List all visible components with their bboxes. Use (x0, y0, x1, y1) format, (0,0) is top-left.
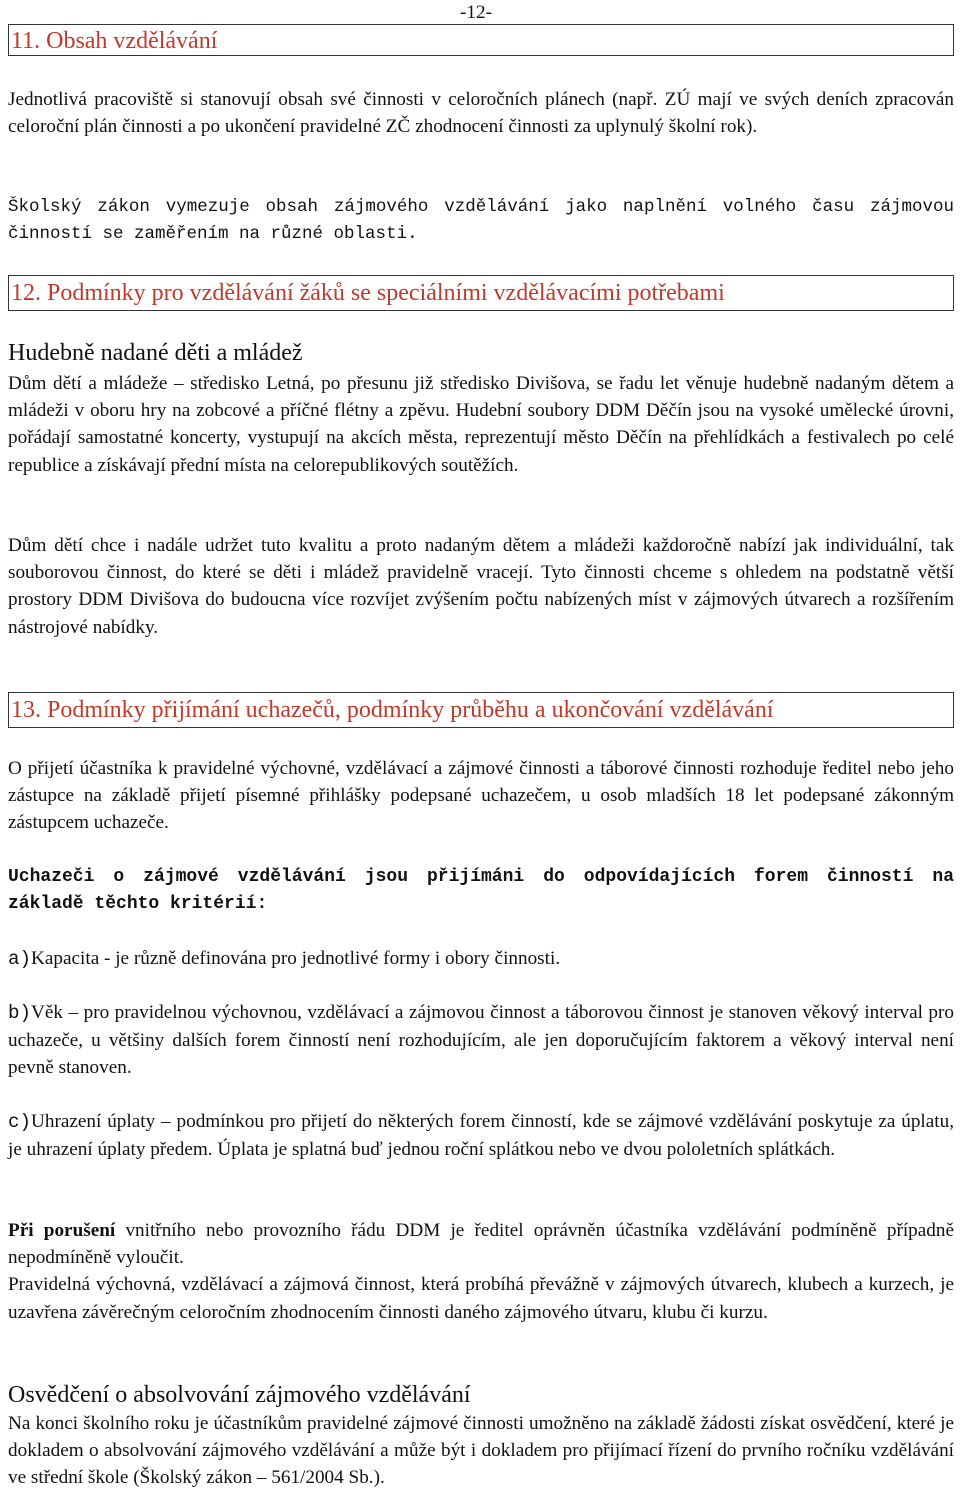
breach-block (8, 1217, 954, 1326)
section-13-admission (8, 755, 954, 837)
section-13-paragraph-1: O přijetí účastníka k pravidelné výchovné, vzdělávací a zájmové činnosti a táborové činnosti rozhoduje ředitel nebo jeho zástupce na základě přijetí písemné přihlášky podepsané uchazečem, u osob mladších 18 let podepsané zákonným zástupcem uchazeče. (8, 758, 954, 834)
section-12-paragraph-1: Dům dětí a mládeže – středisko Letná, po přesunu již středisko Divišova, se řadu let věnuje hudebně nadaným dětem a mládeži v oboru hry na zobcové a příčné flétny a zpěvu. Hudební soubory DDM Děčín jsou na vysoké umělecké úrovni, pořádají samostatné koncerty, vystupují na akcích města, reprezentují město Děčín na přehlídkách a festivalech po celé republice a získávají přední místa na celorepublikových soutěžích. (8, 373, 954, 476)
criterion-b-label: b) (8, 1002, 32, 1024)
section-11-content-2 (8, 194, 954, 248)
section-12-content (8, 338, 954, 479)
criterion-a-label: a) (8, 948, 32, 970)
section-12-heading: 12. Podmínky pro vzdělávání žáků se speciálními vzdělávacími potřebami (8, 275, 954, 311)
criterion-b (8, 999, 954, 1082)
breach-text: vnitřního nebo provozního řádu DDM je ředitel oprávněn účastníka vzdělávání podmíněně případně nepodmíněně vyloučit. (8, 1220, 954, 1269)
criterion-c-text: Uhrazení úplaty – podmínkou pro přijetí do některých forem činností, kde se zájmové vzdělávání poskytuje za úplatu, je uhrazení úplaty předem. Úplata je splatná buď jednou roční splátkou nebo ve dvou pololetních splátkách. (8, 1111, 954, 1161)
criterion-a (8, 945, 954, 973)
criterion-a-text: Kapacita - je různě definována pro jednotlivé formy i obory činnosti. (31, 948, 561, 969)
criterion-b-text: Věk – pro pravidelnou výchovnou, vzdělávací a zájmovou činnost a táborovou činnost je stanoven věkový interval pro uchazeče, u většiny dalších forem činností není rozhodujícím, ale jen doporučujícím faktorem a věkový interval není pevně stanoven. (8, 1002, 954, 1079)
section-12-content-2 (8, 532, 954, 641)
criterion-c-label: c) (8, 1111, 32, 1133)
section-12-subtitle: Hudebně nadané děti a mládež (8, 340, 303, 366)
section-11-heading: 11. Obsah vzdělávání (8, 24, 954, 56)
completion-paragraph: Pravidelná výchovná, vzdělávací a zájmová činnost, která probíhá převážně v zájmových útvarech, klubech a kurzech, je uzavřena závěrečným celoročním zhodnocením činnosti daného zájmového útvaru, klubu či kurzu. (8, 1274, 954, 1323)
section-13-heading: 13. Podmínky přijímání uchazečů, podmínky průběhu a ukončování vzdělávání (8, 692, 954, 728)
page-number: -12- (460, 2, 492, 23)
breach-bold: Při porušení (8, 1220, 116, 1241)
criterion-c (8, 1108, 954, 1163)
section-12-paragraph-2: Dům dětí chce i nadále udržet tuto kvalitu a proto nadaným dětem a mládeži každoročně nabízí jak individuální, tak souborovou činnost, do které se děti i mládež pravidelně vracejí. Tyto činnosti chceme s ohledem na podstatně větší prostory DDM Divišova do budoucna více rozvíjet zvýšením počtu nabízených míst v zájmových útvarech a rozšířením nástrojové nabídky. (8, 535, 954, 638)
section-11-content (8, 86, 954, 140)
section-11-paragraph-1: Jednotlivá pracoviště si stanovují obsah své činnosti v celoročních plánech (např. ZÚ mají ve svých deních zpracován celoroční plán činnosti a po ukončení pravidelné ZČ zhodnocení činnosti za uplynulý školní rok). (8, 89, 954, 138)
certificate-text: Na konci školního roku je účastníkům pravidelné zájmové činnosti umožněno na základě žádosti získat osvědčení, které je dokladem o absolvování zájmového vzdělávání a může být i dokladem pro přijímací řízení do prvního ročníku vzdělávání ve střední škole (Školský zákon – 561/2004 Sb.). (8, 1413, 954, 1489)
certificate-heading: Osvědčení o absolvování zájmového vzdělávání (8, 1382, 471, 1408)
certificate-block (8, 1380, 954, 1492)
criteria-heading: Uchazeči o zájmové vzdělávání jsou přijímáni do odpovídajících forem činností na základě těchto kritérií: (8, 867, 954, 915)
section-13-criteria (8, 864, 954, 918)
section-11-paragraph-2: Školský zákon vymezuje obsah zájmového vzdělávání jako naplnění volného času zájmovou činností se zaměřením na různé oblasti. (8, 197, 954, 245)
